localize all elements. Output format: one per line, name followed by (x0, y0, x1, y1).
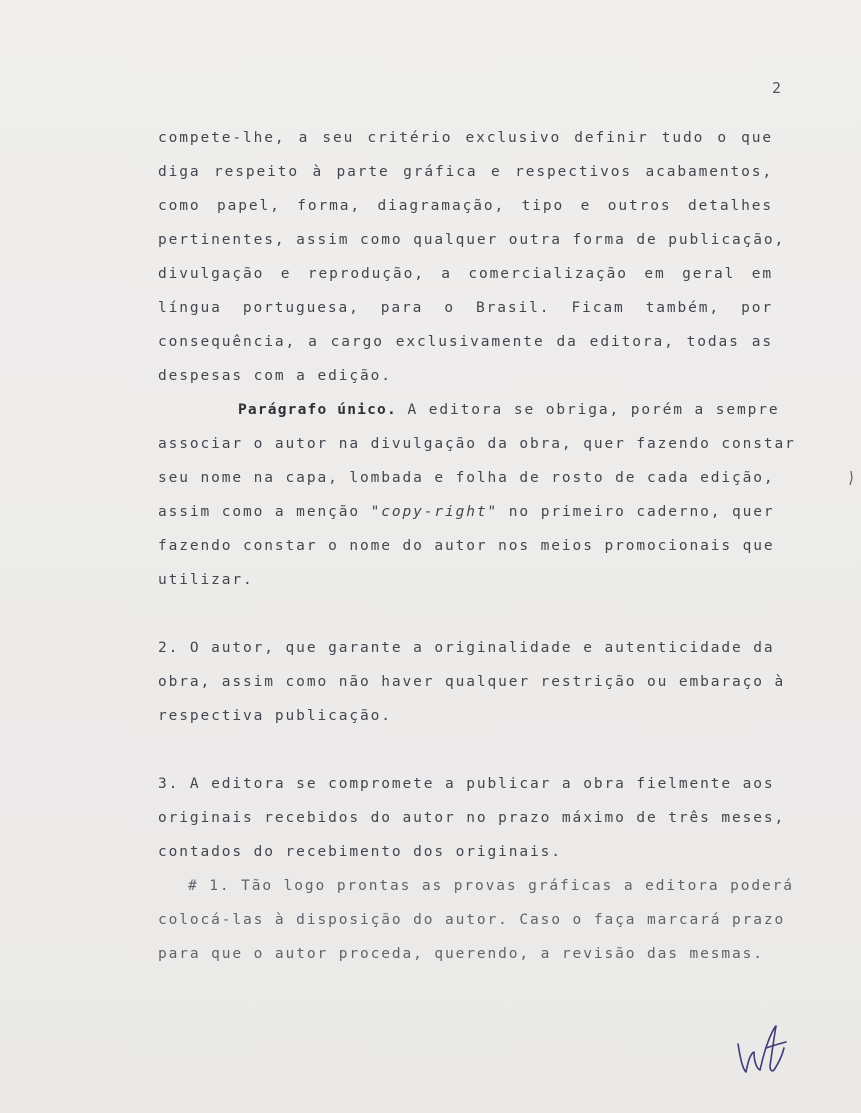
text-line: pertinentes, assim como qualquer outra forma de publicação, (158, 232, 786, 248)
page-number: 2 (771, 79, 782, 97)
text-line: associar o autor na divulgação da obra, quer fazendo constar (158, 436, 796, 452)
copy-right-term: copy-right (381, 504, 488, 520)
paragrafo-unico-label: Parágrafo único. (238, 402, 397, 418)
text-line: contados do recebimento dos originais. (158, 844, 562, 860)
text-line: divulgação e reprodução, a comercialização em geral em (158, 266, 773, 282)
text-line: consequência, a cargo exclusivamente da editora, todas as (158, 334, 773, 350)
text-line: como papel, forma, diagramação, tipo e outros detalhes (158, 198, 773, 214)
text-line: utilizar. (158, 572, 254, 588)
text-line: colocá-las à disposição do autor. Caso o faça marcará prazo (158, 912, 786, 928)
clause-3-line: 3. A editora se compromete a publicar a obra fielmente aos (158, 776, 775, 792)
paragraph-heading-line: Parágrafo único. A editora se obriga, porém a sempre (238, 402, 780, 418)
text-line: obra, assim como não haver qualquer restrição ou embaraço à (158, 674, 786, 690)
text-line: despesas com a edição. (158, 368, 392, 384)
text-line: assim como a menção "copy-right" no primeiro caderno, quer (158, 504, 775, 520)
signature-initials-icon (730, 1022, 790, 1082)
text-line: compete-lhe, a seu critério exclusivo definir tudo o que (158, 130, 773, 146)
margin-mark-icon (848, 470, 854, 486)
text-line: diga respeito à parte gráfica e respectivos acabamentos, (158, 164, 773, 180)
text-line: respectiva publicação. (158, 708, 392, 724)
text-line: seu nome na capa, lombada e folha de rosto de cada edição, (158, 470, 775, 486)
subclause-1-line: # 1. Tão logo prontas as provas gráficas a editora poderá (188, 878, 794, 894)
text-line: fazendo constar o nome do autor nos meios promocionais que (158, 538, 775, 554)
text-line: para que o autor proceda, querendo, a revisão das mesmas. (158, 946, 764, 962)
text-line: língua portuguesa, para o Brasil. Ficam também, por (158, 300, 773, 316)
clause-2-line: 2. O autor, que garante a originalidade e autenticidade da (158, 640, 775, 656)
text-line: originais recebidos do autor no prazo máximo de três meses, (158, 810, 786, 826)
